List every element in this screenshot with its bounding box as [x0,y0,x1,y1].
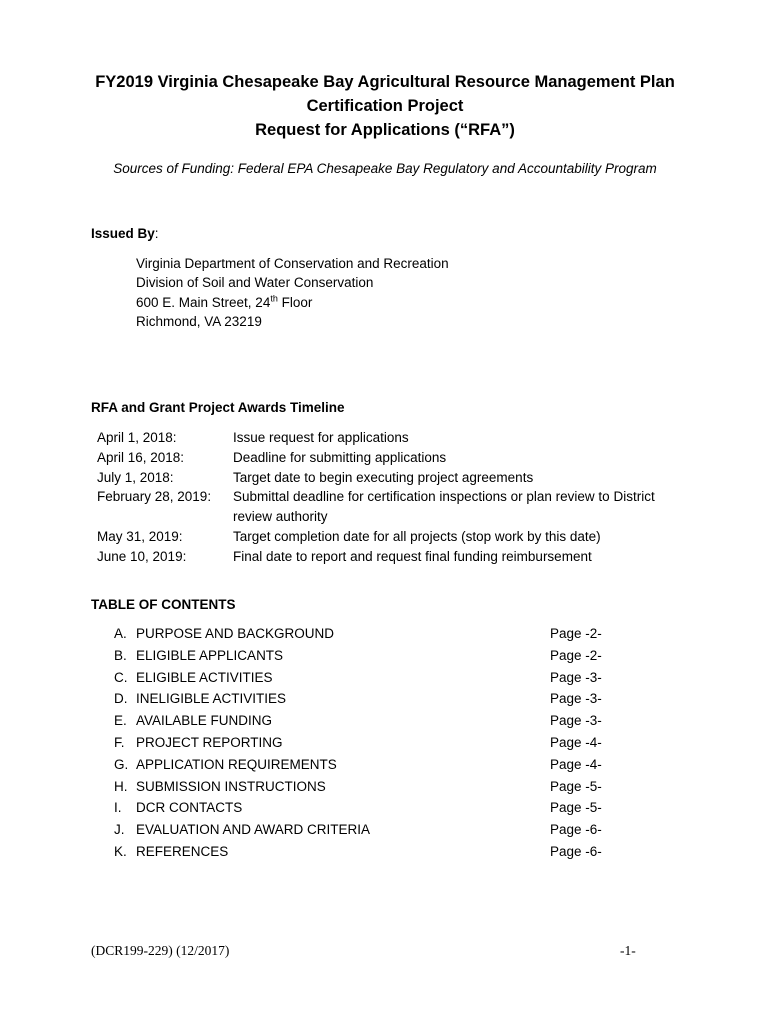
toc-label: INELIGIBLE ACTIVITIES [136,691,287,707]
timeline-heading: RFA and Grant Project Awards Timeline [91,400,345,415]
timeline-description: Target completion date for all projects (stop work by this date) [233,528,601,544]
toc-letter: A. [114,626,127,641]
issuer-city: Richmond, VA 23219 [136,313,262,329]
toc-page: Page -3- [550,669,602,685]
issued-by-label-text: Issued By [91,226,155,241]
timeline-description: Submittal deadline for certification inspections or plan review to District review authority [233,489,655,525]
toc-heading: TABLE OF CONTENTS [91,597,236,612]
issued-by-label [91,225,159,243]
toc-entry [114,710,614,732]
issued-by-colon: : [154,226,159,241]
timeline-date: May 31, 2019: [97,528,183,544]
toc-label: DCR CONTACTS [136,800,243,816]
timeline-description: Deadline for submitting applications [233,449,447,465]
footer-form-id: (DCR199-229) (12/2017) [91,943,230,958]
timeline-list [97,428,697,567]
toc-label: ELIGIBLE APPLICANTS [136,647,284,663]
toc-entry [114,819,614,841]
toc-label: REFERENCES [136,843,229,859]
timeline-date: April 1, 2018: [97,430,177,445]
toc-letter: C. [114,669,128,685]
toc-label: AVAILABLE FUNDING [136,713,273,729]
title-line-2: Certification Project [306,97,464,115]
toc-label: PURPOSE AND BACKGROUND [136,626,335,641]
toc-page: Page -2- [550,626,602,641]
timeline-row [97,487,697,527]
street-floor: Floor [277,294,313,310]
toc-page: Page -4- [550,734,602,750]
timeline-date: February 28, 2019: [97,489,212,505]
timeline-date: July 1, 2018: [97,469,174,485]
toc-page: Page -3- [550,713,602,729]
toc-entry [114,623,614,645]
toc-page: Page -3- [550,691,602,707]
issuer-address [136,254,449,331]
toc-label: APPLICATION REQUIREMENTS [136,756,337,772]
toc-letter: B. [114,647,127,663]
timeline-date: April 16, 2018: [97,449,185,465]
toc-letter: H. [114,778,128,794]
table-of-contents [114,623,614,863]
toc-letter: K. [114,843,127,859]
toc-letter: I. [114,800,122,816]
toc-letter: E. [114,713,127,729]
toc-entry [114,667,614,689]
timeline-row [97,547,697,567]
toc-letter: D. [114,691,128,707]
issuer-street [136,293,449,312]
toc-label: SUBMISSION INSTRUCTIONS [136,778,326,794]
toc-page: Page -2- [550,647,602,663]
footer-page-number: -1- [620,943,636,958]
toc-letter: F. [114,734,125,750]
timeline-date: June 10, 2019: [97,548,187,564]
title-line-3: Request for Applications (“RFA”) [255,121,515,139]
toc-label: EVALUATION AND AWARD CRITERIA [136,822,371,838]
toc-page: Page -6- [550,843,602,859]
toc-entry [114,732,614,754]
document-title [0,70,770,142]
street-text: 600 E. Main Street, 24 [136,294,271,310]
timeline-description: Target date to begin executing project agreements [233,469,534,485]
timeline-row [97,448,697,468]
funding-sources: Sources of Funding: Federal EPA Chesapeake Bay Regulatory and Accountability Program [113,161,657,176]
title-line-1: FY2019 Virginia Chesapeake Bay Agricultural Resource Management Plan [95,73,675,91]
toc-entry [114,754,614,776]
timeline-row [97,428,697,448]
toc-page: Page -6- [550,822,602,838]
toc-entry [114,776,614,798]
toc-entry [114,645,614,667]
toc-entry [114,797,614,819]
timeline-row [97,527,697,547]
toc-letter: G. [114,756,129,772]
issuer-division: Division of Soil and Water Conservation [136,275,374,291]
street-ordinal: th [270,293,278,304]
toc-letter: J. [114,822,125,838]
toc-entry [114,688,614,710]
toc-label: ELIGIBLE ACTIVITIES [136,669,273,685]
timeline-description: Final date to report and request final funding reimbursement [233,548,592,564]
timeline-row [97,468,697,488]
toc-label: PROJECT REPORTING [136,734,283,750]
issuer-org: Virginia Department of Conservation and Recreation [136,256,449,271]
toc-page: Page -5- [550,800,602,816]
toc-entry [114,841,614,863]
toc-page: Page -5- [550,778,602,794]
timeline-description: Issue request for applications [233,430,409,445]
toc-page: Page -4- [550,756,602,772]
